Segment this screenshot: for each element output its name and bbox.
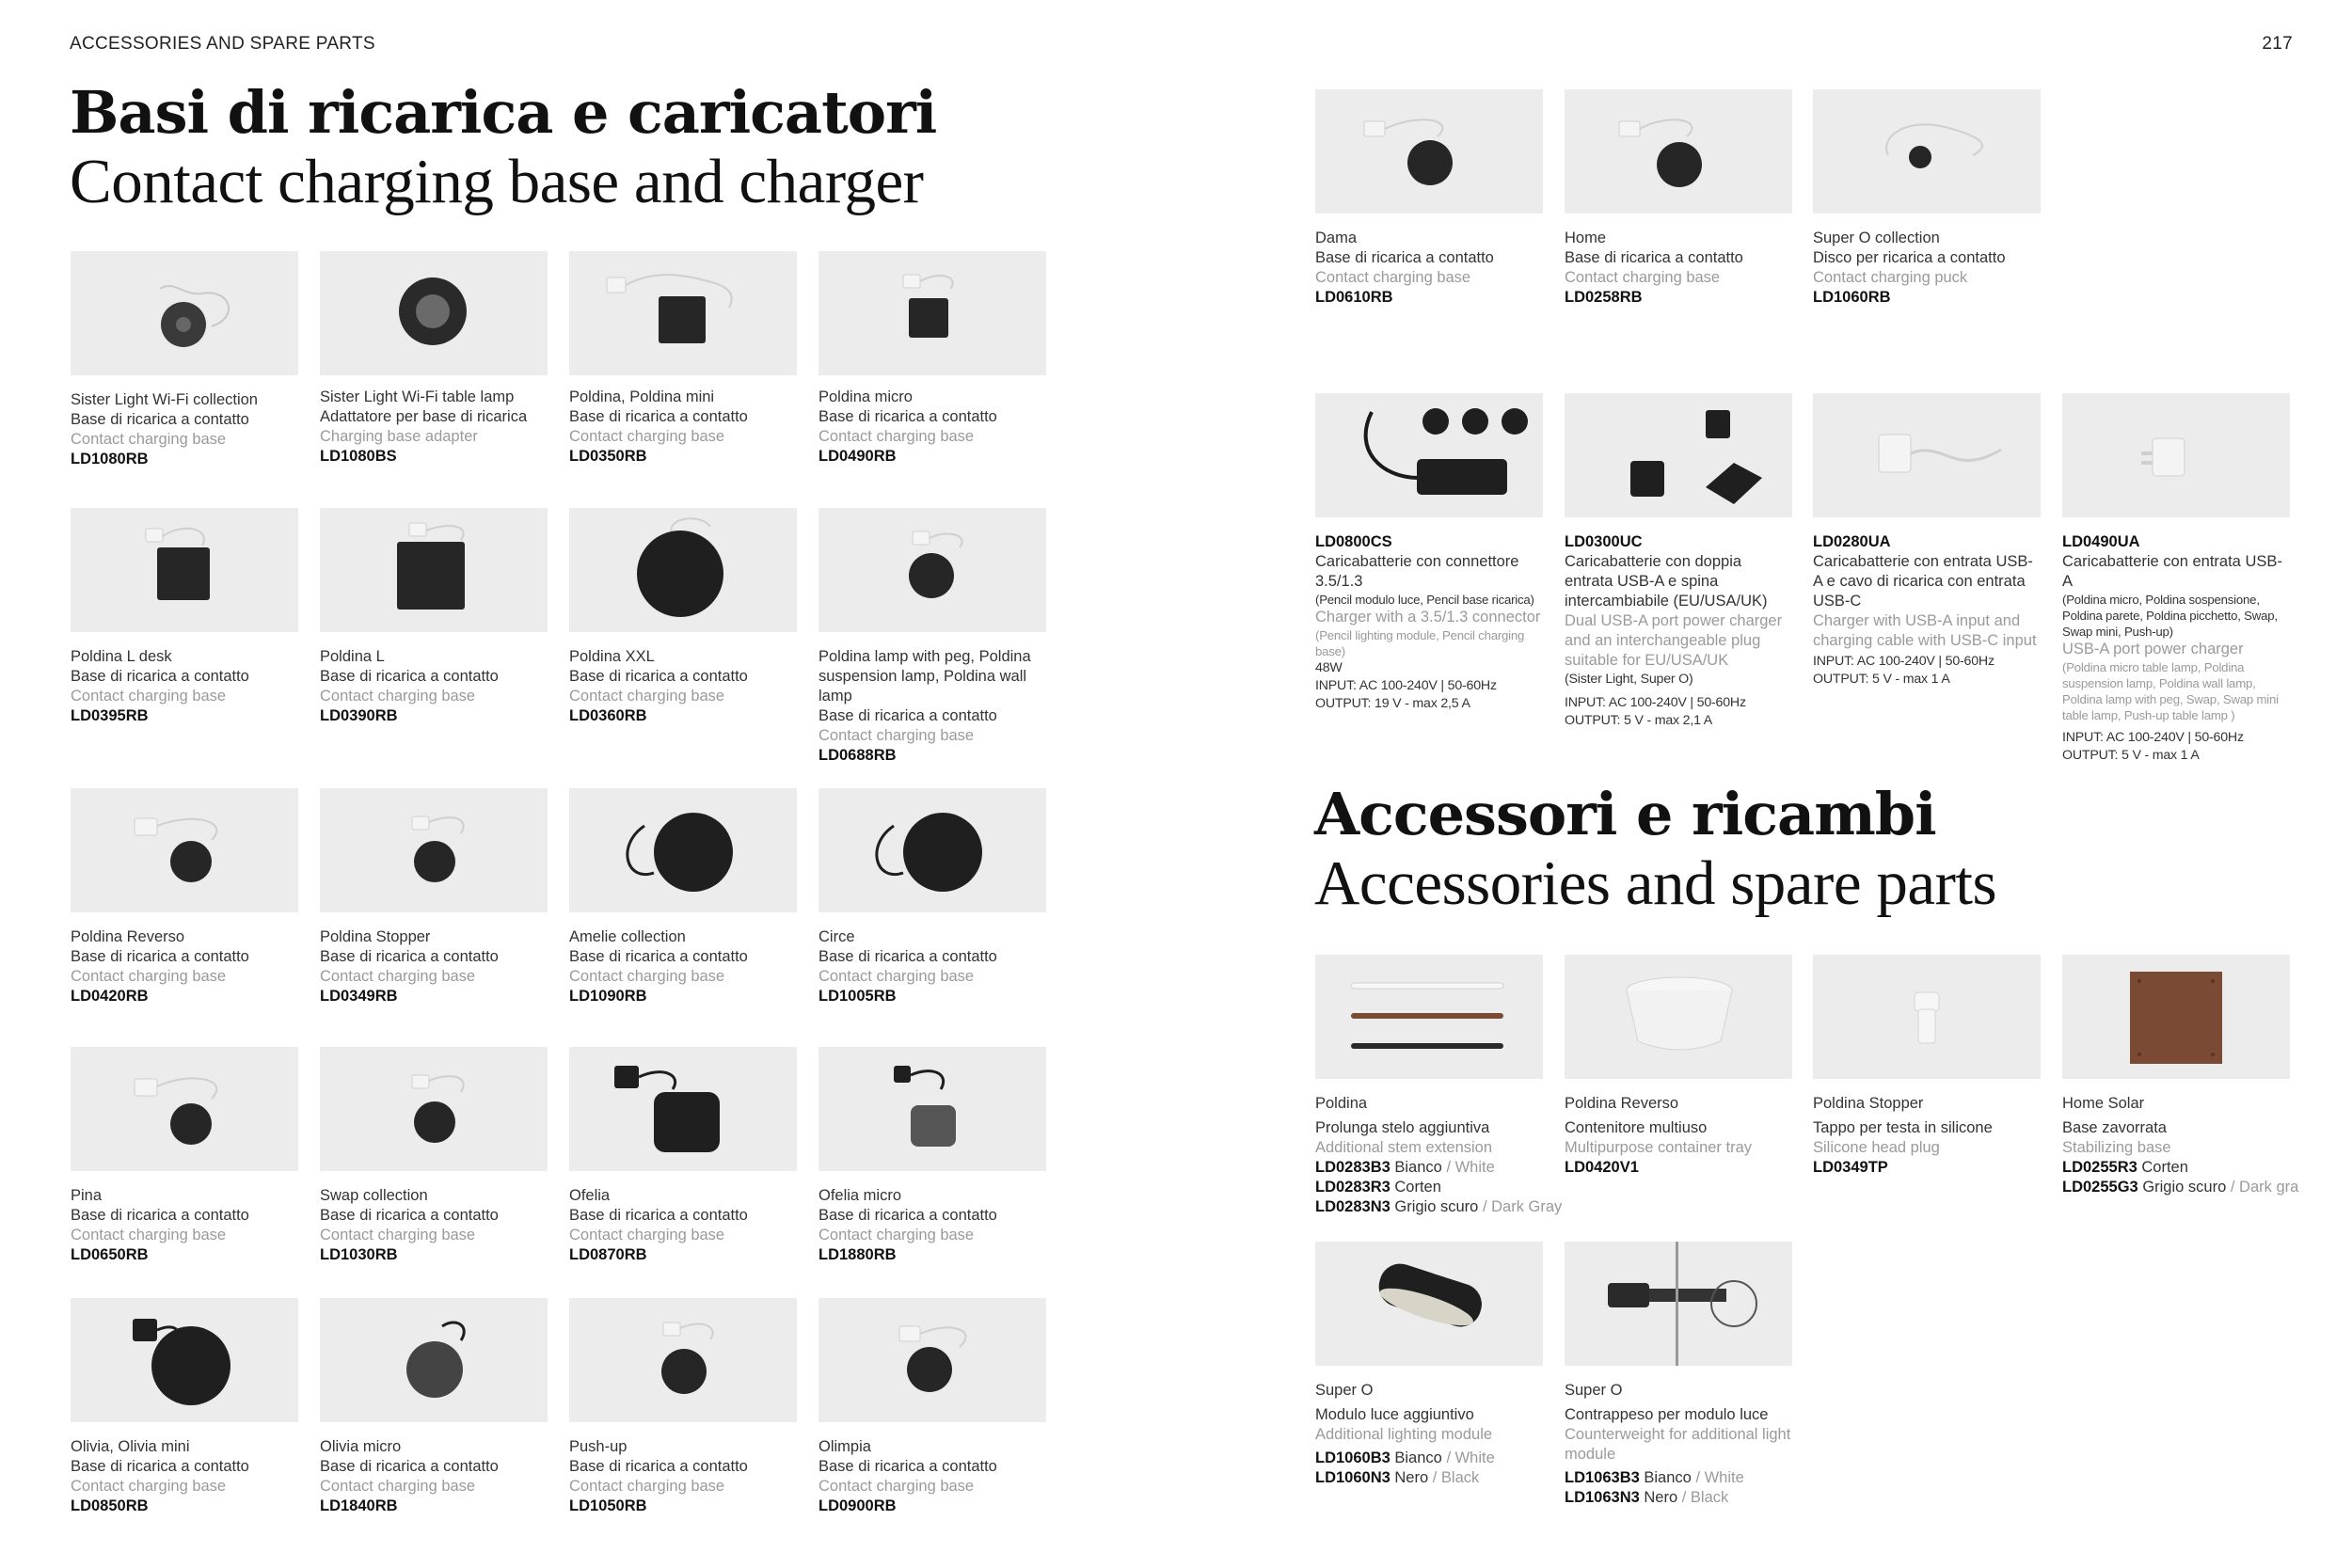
product-code: LD0360RB: [569, 707, 647, 724]
product-name: Poldina lamp with peg, Poldina suspension lamp, Poldina wall lamp: [818, 648, 1031, 705]
product-name: Ofelia micro: [818, 1187, 902, 1204]
product-code: LD1080BS: [320, 448, 397, 465]
product-name: Circe: [818, 928, 855, 945]
accessory-card: [1315, 1242, 1543, 1488]
puck-icon: [1813, 89, 2041, 214]
variant-color-en: White: [1454, 1159, 1495, 1176]
product-desc-en: Contact charging base: [320, 1227, 476, 1243]
variant-row: LD1063N3 Nero / Black: [1565, 1489, 1729, 1506]
product-desc-en: Contact charging base: [818, 1478, 975, 1495]
round-base-icon: [818, 508, 1046, 632]
product-code: LD0870RB: [569, 1246, 647, 1263]
product-desc-en: Charging base adapter: [320, 428, 478, 445]
product-name: Poldina L: [320, 648, 385, 665]
charger-card: [1315, 393, 1543, 713]
accessory-name: Super O: [1565, 1382, 1623, 1399]
product-name: Poldina Stopper: [320, 928, 431, 945]
product-desc-it: Base di ricarica a contatto: [71, 411, 249, 428]
accessory-name: Poldina Reverso: [1565, 1095, 1679, 1112]
product-name: Pina: [71, 1187, 103, 1204]
charger-input: INPUT: AC 100-240V | 50-60Hz: [2062, 730, 2244, 745]
variant-code: LD1063B3: [1565, 1469, 1640, 1486]
charging-title-block: [70, 79, 936, 216]
page-number: 217: [2262, 34, 2293, 54]
charger-input: INPUT: AC 100-240V | 50-60Hz: [1565, 695, 1746, 710]
product-desc-en: Contact charging base: [320, 968, 476, 985]
round-base-icon: [1315, 89, 1543, 214]
charger-code: LD0490UA: [2062, 533, 2140, 550]
product-desc-en: Contact charging base: [569, 688, 725, 705]
accessory-card: [1565, 955, 1792, 1178]
accessory-desc-it: Modulo luce aggiuntivo: [1315, 1406, 1474, 1423]
variant-color-it: Nero: [1394, 1469, 1429, 1486]
charger-output: OUTPUT: 19 V - max 2,5 A: [1315, 696, 1470, 711]
variant-color-it: Nero: [1644, 1489, 1678, 1506]
charger-code: LD0300UC: [1565, 533, 1643, 550]
product-desc-it: Base di ricarica a contatto: [569, 408, 748, 425]
product-code: LD1080RB: [71, 451, 149, 467]
product-desc-it: Base di ricarica a contatto: [818, 1207, 997, 1224]
charger-compat: (Sister Light, Super O): [1565, 672, 1693, 687]
charger-desc-it: Caricabatterie con doppia entrata USB-A e spina intercambiabile (EU/USA/UK): [1565, 553, 1768, 610]
accessory-name: Poldina: [1315, 1095, 1368, 1112]
product-code: LD0688RB: [818, 747, 897, 764]
variant-color-it: Bianco: [1644, 1469, 1692, 1486]
charger-desc-it: Caricabatterie con entrata USB-A: [2062, 553, 2282, 590]
puck-icon: [71, 251, 298, 375]
charger-desc-en: Charger with a 3.5/1.3 connector: [1315, 609, 1541, 626]
accessories-title-block: [1314, 781, 1996, 918]
product-desc-it: Base di ricarica a contatto: [818, 707, 997, 724]
product-code: LD1090RB: [569, 988, 647, 1005]
charger-code: LD0280UA: [1813, 533, 1891, 550]
product-name: Olimpia: [818, 1438, 871, 1455]
product-desc-en: Contact charging base: [320, 1478, 476, 1495]
variant-color-en: White: [1704, 1469, 1744, 1486]
product-desc-it: Base di ricarica a contatto: [818, 1458, 997, 1475]
product-name: Ofelia: [569, 1187, 611, 1204]
variant-color-it: Grigio scuro: [1394, 1198, 1479, 1215]
accessory-name: Home Solar: [2062, 1095, 2145, 1112]
product-desc-en: Contact charging base: [569, 1478, 725, 1495]
variant-code: LD0283B3: [1315, 1159, 1391, 1176]
charger-input: INPUT: AC 100-240V | 50-60Hz: [1315, 678, 1497, 693]
variant-color-it: Bianco: [1394, 1449, 1442, 1466]
product-code: LD0420RB: [71, 988, 149, 1005]
section-header: ACCESSORIES AND SPARE PARTS: [70, 34, 375, 54]
product-code: LD1840RB: [320, 1497, 398, 1514]
rounded-square-base-icon: [818, 1047, 1046, 1171]
product-name: Push-up: [569, 1438, 628, 1455]
accessory-desc-it: Contrappeso per modulo luce: [1565, 1406, 1769, 1423]
accessory-desc-en: Counterweight for additional light module: [1565, 1426, 1791, 1463]
variant-color-en: Dark Gray: [1491, 1198, 1563, 1215]
variant-code: LD1063N3: [1565, 1489, 1640, 1506]
accessory-card: [1315, 955, 1563, 1217]
product-card: [320, 788, 548, 1006]
charging-title-en: Contact charging base and charger: [70, 147, 924, 216]
square-base-icon: [71, 508, 298, 632]
product-desc-it: Base di ricarica a contatto: [1315, 249, 1494, 266]
charger-desc-en: Dual USB-A port power charger and an interchangeable plug suitable for EU/USA/UK: [1565, 612, 1783, 669]
product-desc-it: Base di ricarica a contatto: [71, 668, 249, 685]
accessories-title-en: Accessories and spare parts: [1314, 848, 1997, 918]
variant-color-it: Corten: [1394, 1179, 1441, 1196]
large-disc-icon: [569, 508, 797, 632]
square-base-icon: [569, 251, 797, 375]
product-desc-en: Contact charging base: [818, 968, 975, 985]
variant-row: LD1060B3 Bianco / White: [1315, 1449, 1495, 1466]
charger-desc-en: Charger with USB-A input and charging cable with USB-C input: [1813, 612, 2037, 649]
product-name: Poldina Reverso: [71, 928, 185, 945]
product-desc-en: Contact charging base: [818, 428, 975, 445]
product-desc-it: Base di ricarica a contatto: [320, 1458, 499, 1475]
product-code: LD0258RB: [1565, 289, 1643, 306]
product-card: [320, 508, 548, 726]
product-code: LD0850RB: [71, 1497, 149, 1514]
product-desc-it: Base di ricarica a contatto: [320, 668, 499, 685]
product-desc-en: Contact charging base: [1315, 269, 1471, 286]
product-card: [569, 1047, 797, 1265]
variant-row: LD0255G3 Grigio scuro / Dark gra: [2062, 1179, 2299, 1196]
product-desc-en: Contact charging base: [569, 428, 725, 445]
product-desc-en: Contact charging puck: [1813, 269, 1968, 286]
variant-color-it: Corten: [2141, 1159, 2188, 1176]
large-disc-icon: [818, 788, 1046, 912]
charger-compat-en: (Pencil lighting module, Pencil charging base): [1315, 628, 1525, 658]
product-card: [818, 508, 1046, 766]
accessory-card: [1813, 955, 2041, 1178]
accessory-card: [1565, 1242, 1792, 1508]
product-desc-it: Base di ricarica a contatto: [71, 1207, 249, 1224]
charger-power: 48W: [1315, 660, 1343, 675]
stem-extension-icon: [1315, 955, 1543, 1079]
product-desc-en: Contact charging base: [569, 1227, 725, 1243]
product-name: Olivia, Olivia mini: [71, 1438, 190, 1455]
round-base-icon: [320, 788, 548, 912]
variant-row: LD0283N3 Grigio scuro / Dark Gray: [1315, 1198, 1563, 1215]
charger-output: OUTPUT: 5 V - max 2,1 A: [1565, 713, 1713, 728]
charger-desc-it: Caricabatterie con entrata USB-A e cavo di ricarica con entrata USB-C: [1813, 553, 2033, 610]
product-card: [1315, 89, 1543, 308]
container-tray-icon: [1565, 955, 1792, 1079]
accessory-code: LD0349TP: [1813, 1159, 1888, 1176]
product-desc-en: Contact charging base: [320, 688, 476, 705]
product-desc-it: Base di ricarica a contatto: [569, 948, 748, 965]
variant-code: LD1060N3: [1315, 1469, 1391, 1486]
variant-color-en: Dark gra: [2239, 1179, 2299, 1196]
product-code: LD0390RB: [320, 707, 398, 724]
product-code: LD0350RB: [569, 448, 647, 465]
product-card: [818, 1298, 1046, 1516]
variant-color-it: Bianco: [1394, 1159, 1442, 1176]
accessory-desc-en: Stabilizing base: [2062, 1139, 2171, 1156]
product-desc-en: Contact charging base: [71, 688, 227, 705]
variant-row: LD1063B3 Bianco / White: [1565, 1469, 1744, 1486]
product-code: LD1050RB: [569, 1497, 647, 1514]
product-card: [71, 251, 298, 469]
product-name: Poldina, Poldina mini: [569, 388, 715, 405]
product-name: Super O collection: [1813, 230, 1940, 246]
product-name: Poldina L desk: [71, 648, 172, 665]
product-card: [71, 1047, 298, 1265]
charger-desc-en: USB-A port power charger: [2062, 641, 2244, 657]
product-code: LD1880RB: [818, 1246, 897, 1263]
product-card: [569, 508, 797, 726]
product-desc-it: Base di ricarica a contatto: [1565, 249, 1743, 266]
silicone-plug-icon: [1813, 955, 2041, 1079]
product-name: Sister Light Wi-Fi table lamp: [320, 388, 515, 405]
accessory-desc-en: Silicone head plug: [1813, 1139, 1940, 1156]
product-desc-en: Contact charging base: [1565, 269, 1721, 286]
product-name: Poldina XXL: [569, 648, 655, 665]
product-desc-it: Base di ricarica a contatto: [818, 408, 997, 425]
product-desc-it: Base di ricarica a contatto: [320, 1207, 499, 1224]
accessory-desc-it: Prolunga stelo aggiuntiva: [1315, 1119, 1490, 1136]
variant-color-it: Grigio scuro: [2142, 1179, 2227, 1196]
product-card: [1565, 89, 1792, 308]
wall-plug-icon: [2062, 393, 2290, 517]
light-module-icon: [1315, 1242, 1543, 1366]
charger-card: [2062, 393, 2290, 765]
product-code: LD0490RB: [818, 448, 897, 465]
product-desc-it: Base di ricarica a contatto: [71, 948, 249, 965]
product-code: LD0395RB: [71, 707, 149, 724]
accessory-desc-it: Base zavorrata: [2062, 1119, 2167, 1136]
power-supply-icon: [1315, 393, 1543, 517]
product-code: LD0610RB: [1315, 289, 1393, 306]
product-name: Dama: [1315, 230, 1358, 246]
product-name: Amelie collection: [569, 928, 686, 945]
product-card: [1813, 89, 2041, 308]
accessory-desc-en: Additional lighting module: [1315, 1426, 1493, 1443]
product-desc-it: Base di ricarica a contatto: [569, 1207, 748, 1224]
product-card: [818, 251, 1046, 467]
rounded-square-base-icon: [569, 1047, 797, 1171]
product-card: [569, 788, 797, 1006]
variant-color-en: White: [1454, 1449, 1495, 1466]
accessory-desc-it: Contenitore multiuso: [1565, 1119, 1708, 1136]
charger-card: [1813, 393, 2041, 689]
product-card: [71, 788, 298, 1006]
accessory-desc-en: Multipurpose container tray: [1565, 1139, 1753, 1156]
product-code: LD0900RB: [818, 1497, 897, 1514]
charger-card: [1565, 393, 1792, 730]
product-desc-it: Disco per ricarica a contatto: [1813, 249, 2006, 266]
product-card: [320, 251, 548, 467]
variant-row: LD1060N3 Nero / Black: [1315, 1469, 1480, 1486]
product-card: [569, 1298, 797, 1516]
large-disc-icon: [71, 1298, 298, 1422]
product-card: [71, 508, 298, 726]
accessory-name: Poldina Stopper: [1813, 1095, 1924, 1112]
product-desc-en: Contact charging base: [71, 1478, 227, 1495]
accessory-desc-en: Additional stem extension: [1315, 1139, 1493, 1156]
charger-input: INPUT: AC 100-240V | 50-60Hz: [1813, 654, 1994, 669]
accessory-code: LD0420V1: [1565, 1159, 1639, 1176]
variant-code: LD1060B3: [1315, 1449, 1391, 1466]
product-code: LD0349RB: [320, 988, 398, 1005]
square-base-icon: [818, 251, 1046, 375]
square-base-icon: [320, 508, 548, 632]
variant-row: [1315, 1178, 1543, 1197]
variant-row: LD0283B3 Bianco / White: [1315, 1159, 1495, 1176]
round-base-icon: [320, 1047, 548, 1171]
accessory-name: Super O: [1315, 1382, 1374, 1399]
round-base-icon: [1565, 89, 1792, 214]
large-disc-icon: [569, 788, 797, 912]
product-name: Swap collection: [320, 1187, 428, 1204]
variant-row: [2062, 1158, 2290, 1178]
round-base-icon: [818, 1298, 1046, 1422]
product-name: Poldina micro: [818, 388, 913, 405]
product-code: LD1060RB: [1813, 289, 1891, 306]
charger-compat-it: (Pencil modulo luce, Pencil base ricarica): [1315, 593, 1534, 607]
product-card: [71, 1298, 298, 1516]
round-base-icon: [71, 788, 298, 912]
ballast-plate-icon: [2062, 955, 2290, 1079]
charger-desc-it: Caricabatterie con connettore 3.5/1.3: [1315, 553, 1519, 590]
product-desc-en: Contact charging base: [818, 727, 975, 744]
product-card: [569, 251, 797, 467]
product-desc-it: Base di ricarica a contatto: [71, 1458, 249, 1475]
usb-charger-icon: [1813, 393, 2041, 517]
variant-color-en: Black: [1690, 1489, 1729, 1506]
product-desc-it: Base di ricarica a contatto: [569, 1458, 748, 1475]
ring-icon: [320, 251, 548, 375]
variant-code: LD0283N3: [1315, 1198, 1391, 1215]
product-code: LD0650RB: [71, 1246, 149, 1263]
accessory-card: [2062, 955, 2299, 1197]
variant-code: LD0255R3: [2062, 1159, 2137, 1176]
product-desc-en: Contact charging base: [818, 1227, 975, 1243]
product-desc-it: Base di ricarica a contatto: [818, 948, 997, 965]
round-base-icon: [320, 1298, 548, 1422]
product-name: Olivia micro: [320, 1438, 402, 1455]
product-card: [818, 1047, 1046, 1265]
product-desc-en: Contact charging base: [71, 431, 227, 448]
charger-output: OUTPUT: 5 V - max 1 A: [1813, 672, 1950, 687]
product-desc-it: Base di ricarica a contatto: [569, 668, 748, 685]
product-desc-it: Adattatore per base di ricarica: [320, 408, 528, 425]
product-desc-en: Contact charging base: [71, 968, 227, 985]
variant-code: LD0255G3: [2062, 1179, 2138, 1196]
counterweight-icon: [1565, 1242, 1792, 1366]
plug-adapters-icon: [1565, 393, 1792, 517]
variant-color-en: Black: [1440, 1469, 1480, 1486]
charger-code: LD0800CS: [1315, 533, 1392, 550]
accessory-desc-it: Tappo per testa in silicone: [1813, 1119, 1993, 1136]
product-desc-it: Base di ricarica a contatto: [320, 948, 499, 965]
charger-compat-it: (Poldina micro, Poldina sospensione, Poldina parete, Poldina picchetto, Swap, Swap mini, Push-up): [2062, 593, 2278, 639]
round-base-icon: [71, 1047, 298, 1171]
product-desc-en: Contact charging base: [71, 1227, 227, 1243]
charger-output: OUTPUT: 5 V - max 1 A: [2062, 748, 2200, 763]
product-name: Sister Light Wi-Fi collection: [71, 391, 258, 408]
product-desc-en: Contact charging base: [569, 968, 725, 985]
variant-code: LD0283R3: [1315, 1179, 1391, 1196]
charger-compat-en: (Poldina micro table lamp, Poldina suspension lamp, Poldina wall lamp, Poldina lamp with peg, Swap, Swap mini table lamp, Push-up table lamp ): [2062, 660, 2279, 722]
product-code: LD1005RB: [818, 988, 897, 1005]
accessories-title-it: Accessori e ricambi: [1314, 780, 1936, 848]
product-code: LD1030RB: [320, 1246, 398, 1263]
product-card: [320, 1298, 548, 1516]
product-name: Home: [1565, 230, 1607, 246]
product-card: [320, 1047, 548, 1265]
charging-title-it: Basi di ricarica e caricatori: [70, 78, 937, 147]
round-base-icon: [569, 1298, 797, 1422]
product-card: [818, 788, 1046, 1006]
